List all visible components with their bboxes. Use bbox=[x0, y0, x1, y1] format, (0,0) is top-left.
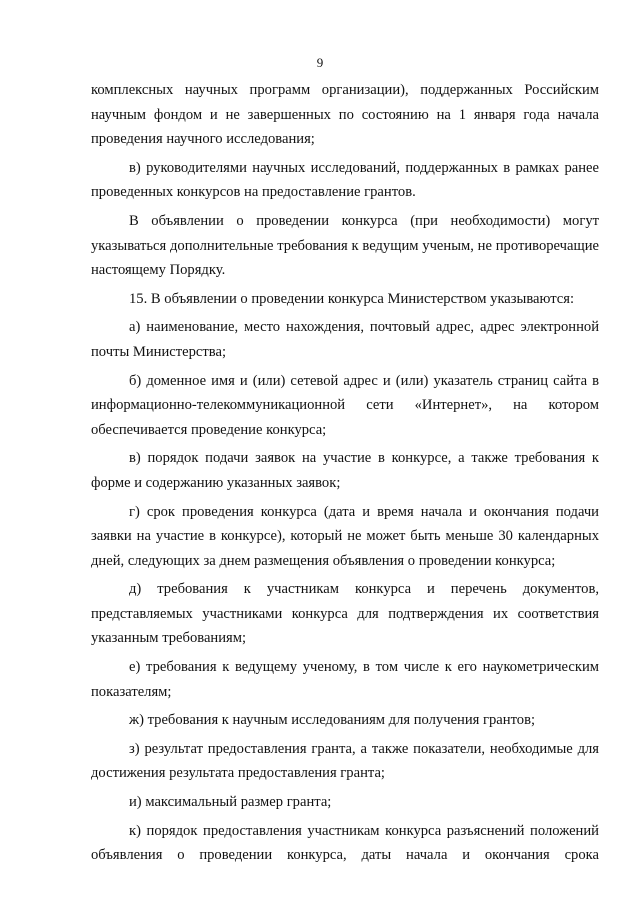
paragraph-item-zh: ж) требования к научным исследованиям для получения грантов; bbox=[129, 712, 536, 729]
paragraph-item-b: б) доменное имя и (или) сетевой адрес и (или) указатель страниц сайта в информационно-телекоммуникационной сети «Интернет», на котором обеспечивается проведение конкурса; bbox=[91, 372, 599, 438]
paragraph-item-d: д) требования к участникам конкурса и перечень документов, представляемых участниками конкурса для подтверждения их соответствия указанным требованиям; bbox=[91, 581, 599, 647]
paragraph-announcement-requirements: В объявлении о проведении конкурса (при необходимости) могут указываться дополнительные требования к ведущим ученым, не противоречащие настоящему Порядку. bbox=[91, 212, 599, 279]
paragraph-item-g: г) срок проведения конкурса (дата и время начала и окончания подачи заявки на участие в конкурсе), который не может быть меньше 30 календарных дней, следующих за днем размещения объявления о проведении конкурса; bbox=[91, 503, 599, 569]
paragraph-item-k: к) порядок предоставления участникам конкурса разъяснений положений объявления о проведении конкурса, даты начала и окончания срока bbox=[91, 822, 599, 864]
document-body bbox=[91, 78, 599, 868]
paragraph-item-z: з) результат предоставления гранта, а также показатели, необходимые для достижения результата предоставления гранта; bbox=[91, 740, 599, 782]
paragraph-clause-15: 15. В объявлении о проведении конкурса Министерством указываются: bbox=[129, 290, 575, 307]
paragraph-item-e: е) требования к ведущему ученому, в том числе к его наукометрическим показателям; bbox=[91, 659, 599, 700]
paragraph-item-v2: в) порядок подачи заявок на участие в конкурсе, а также требования к форме и содержанию указанных заявок; bbox=[91, 450, 599, 491]
paragraph-item-v: в) руководителями научных исследований, поддержанных в рамках ранее проведенных конкурсов на предоставление грантов. bbox=[91, 159, 599, 201]
paragraph-item-i: и) максимальный размер гранта; bbox=[129, 794, 332, 811]
paragraph-item-a: а) наименование, место нахождения, почтовый адрес, адрес электронной почты Министерства; bbox=[91, 319, 599, 360]
page-number: 9 bbox=[316, 55, 324, 70]
paragraph-continuation: комплексных научных программ организации), поддержанных Российским научным фондом и не завершенных по состоянию на 1 января года начала проведения научного исследования; bbox=[91, 82, 599, 148]
